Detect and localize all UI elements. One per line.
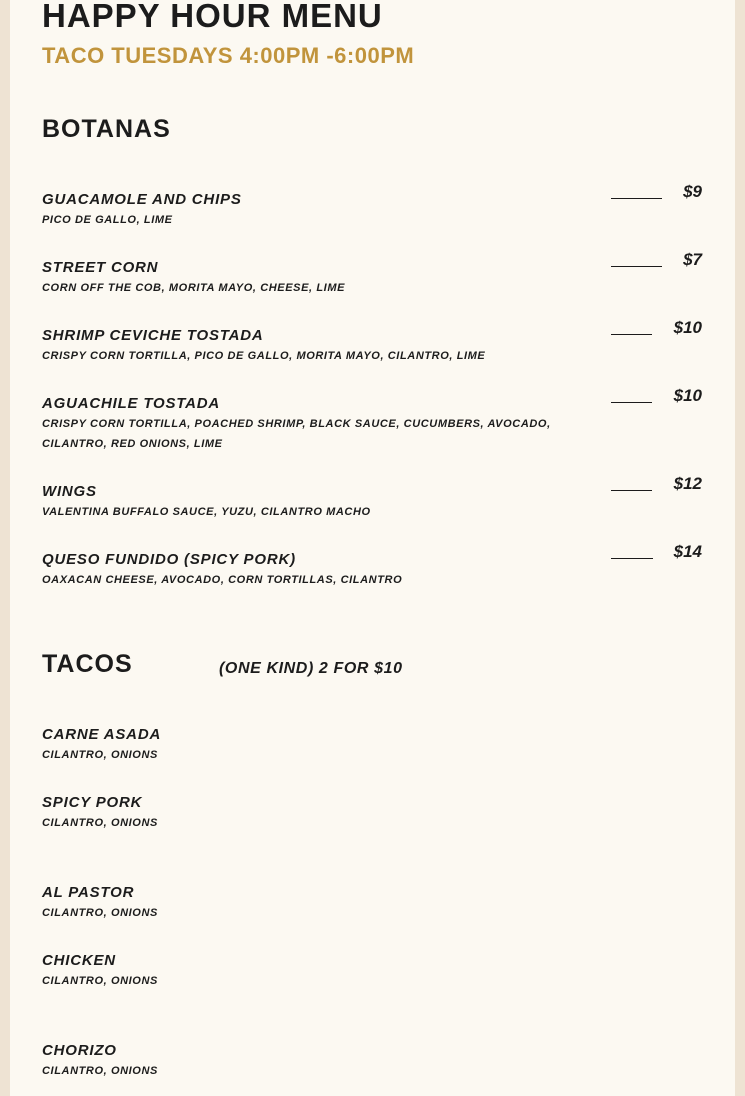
menu-item-name: CHICKEN bbox=[42, 952, 116, 969]
price-leader-line bbox=[611, 334, 652, 335]
menu-item-price: $9 bbox=[683, 182, 702, 201]
menu-item-name: GUACAMOLE AND CHIPS bbox=[42, 191, 242, 208]
price-leader-line bbox=[611, 266, 662, 267]
menu-item-name: AL PASTOR bbox=[42, 884, 135, 901]
menu-item bbox=[42, 951, 722, 991]
menu-item-description: CILANTRO, ONIONS bbox=[42, 749, 158, 761]
menu-subtitle: TACO TUESDAYS 4:00PM -6:00PM bbox=[42, 43, 415, 68]
menu-item bbox=[42, 190, 722, 230]
menu-title: HAPPY HOUR MENU bbox=[42, 0, 383, 34]
menu-item-description: VALENTINA BUFFALO SAUCE, YUZU, CILANTRO MACHO bbox=[42, 506, 371, 518]
menu-item-price: $7 bbox=[683, 250, 702, 269]
menu-item-description: CRISPY CORN TORTILLA, POACHED SHRIMP, BLACK SAUCE, CUCUMBERS, AVOCADO, CILANTRO, RED ONIONS, LIME bbox=[42, 418, 551, 450]
menu-item-name: SPICY PORK bbox=[42, 794, 143, 811]
menu-item-price: $14 bbox=[673, 542, 702, 561]
menu-item bbox=[42, 883, 722, 923]
menu-item-name: AGUACHILE TOSTADA bbox=[42, 395, 221, 412]
price-leader-line bbox=[611, 490, 652, 491]
menu-item bbox=[42, 326, 722, 366]
menu-item-name: WINGS bbox=[42, 483, 97, 500]
menu-item bbox=[42, 258, 722, 298]
menu-item bbox=[42, 1041, 722, 1081]
menu-item bbox=[42, 394, 722, 454]
menu-item-name: QUESO FUNDIDO (SPICY PORK) bbox=[42, 551, 296, 568]
menu-item-description: CILANTRO, ONIONS bbox=[42, 907, 158, 919]
price-leader-line bbox=[611, 198, 662, 199]
menu-item-description: PICO DE GALLO, LIME bbox=[42, 214, 173, 226]
menu-page bbox=[10, 0, 735, 1096]
menu-item-description: CILANTRO, ONIONS bbox=[42, 817, 158, 829]
tacos-pricing-note: (ONE KIND) 2 FOR $10 bbox=[219, 660, 403, 677]
menu-item-price: $10 bbox=[673, 386, 702, 405]
menu-item-price: $10 bbox=[673, 318, 702, 337]
menu-item bbox=[42, 725, 722, 765]
menu-item-name: CARNE ASADA bbox=[42, 726, 162, 743]
menu-item-description: OAXACAN CHEESE, AVOCADO, CORN TORTILLAS, CILANTRO bbox=[42, 574, 403, 586]
price-leader-line bbox=[611, 558, 653, 559]
menu-item bbox=[42, 550, 722, 590]
price-leader-line bbox=[611, 402, 652, 403]
menu-item-name: STREET CORN bbox=[42, 259, 159, 276]
menu-item-price: $12 bbox=[673, 474, 702, 493]
menu-item bbox=[42, 793, 722, 833]
tacos-heading: TACOS bbox=[42, 650, 133, 678]
menu-item-description: CILANTRO, ONIONS bbox=[42, 975, 158, 987]
menu-item-description: CILANTRO, ONIONS bbox=[42, 1065, 158, 1077]
menu-item-name: SHRIMP CEVICHE TOSTADA bbox=[42, 327, 264, 344]
menu-item bbox=[42, 482, 722, 522]
menu-item-name: CHORIZO bbox=[42, 1042, 117, 1059]
menu-item-description: CORN OFF THE COB, MORITA MAYO, CHEESE, LIME bbox=[42, 282, 346, 294]
botanas-heading: BOTANAS bbox=[42, 115, 171, 143]
menu-item-description: CRISPY CORN TORTILLA, PICO DE GALLO, MORITA MAYO, CILANTRO, LIME bbox=[42, 350, 486, 362]
